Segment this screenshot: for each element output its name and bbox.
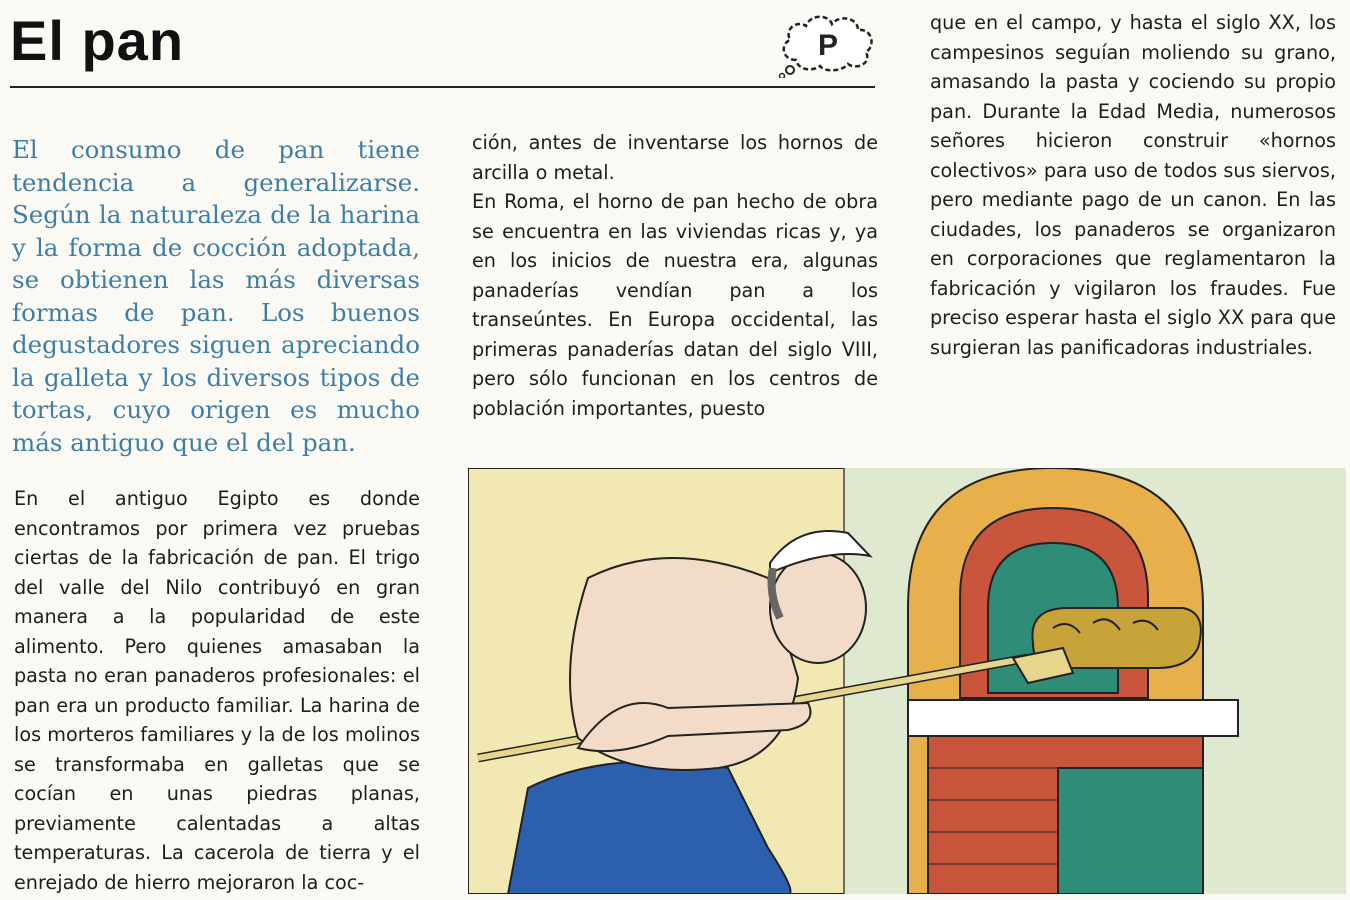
page-title: El pan — [10, 9, 185, 72]
title-divider — [10, 86, 875, 88]
section-letter: P — [817, 29, 839, 62]
text-column-1 — [14, 484, 420, 897]
body-paragraph: En Roma, el horno de pan hecho de obra se encuentra en las viviendas ricas y, ya en los inicios de nuestra era, algunas panaderías vendían pan a los transeúntes. En Europa occidental, las primeras panaderías datan del siglo VIII, pero sólo funcionan en los centros de población importantes, puesto — [472, 190, 878, 420]
text-column-3 — [930, 8, 1336, 362]
section-letter-cloud-icon — [776, 8, 880, 78]
body-paragraph: ción, antes de inventarse los hornos de arcilla o metal. — [472, 131, 878, 184]
text-column-2 — [472, 128, 878, 423]
body-paragraph: En el antiguo Egipto es donde encontramos por primera vez pruebas ciertas de la fabricación de pan. El trigo del valle del Nilo contribuyó en gran manera a la popularidad de este alimento. Pero quienes amasaban la pasta no eran panaderos profesionales: el pan era un producto familiar. La harina de los morteros familiares y la de los molinos se transformaba en galletas que se cocían en unas piedras planas, previamente calentadas a altas temperaturas. La cacerola de tierra y el enrejado de hierro mejoraron la coc- — [14, 487, 420, 894]
body-paragraph: que en el campo, y hasta el siglo XX, los campesinos seguían moliendo su grano, amasando la pasta y cociendo su propio pan. Durante la Edad Media, numerosos señores hicieron construir «hornos colectivos» para uso de todos sus siervos, pero mediante pago de un canon. En las ciudades, los panaderos se organizaron en corporaciones que reglamentaron la fabricación y vigilaron los fraudes. Fue preciso esperar hasta el siglo XX para que surgieran las panificadoras industriales. — [930, 11, 1337, 359]
baker-oven-illustration — [468, 468, 1346, 894]
intro-paragraph: El consumo de pan tiene tendencia a generalizarse. Según la naturaleza de la harina y la forma de cocción adoptada, se obtienen las más diversas formas de pan. Los buenos degustadores siguen apreciando la galleta y los diversos tipos de tortas, cuyo origen es mucho más antiguo que el del pan. — [12, 135, 420, 457]
